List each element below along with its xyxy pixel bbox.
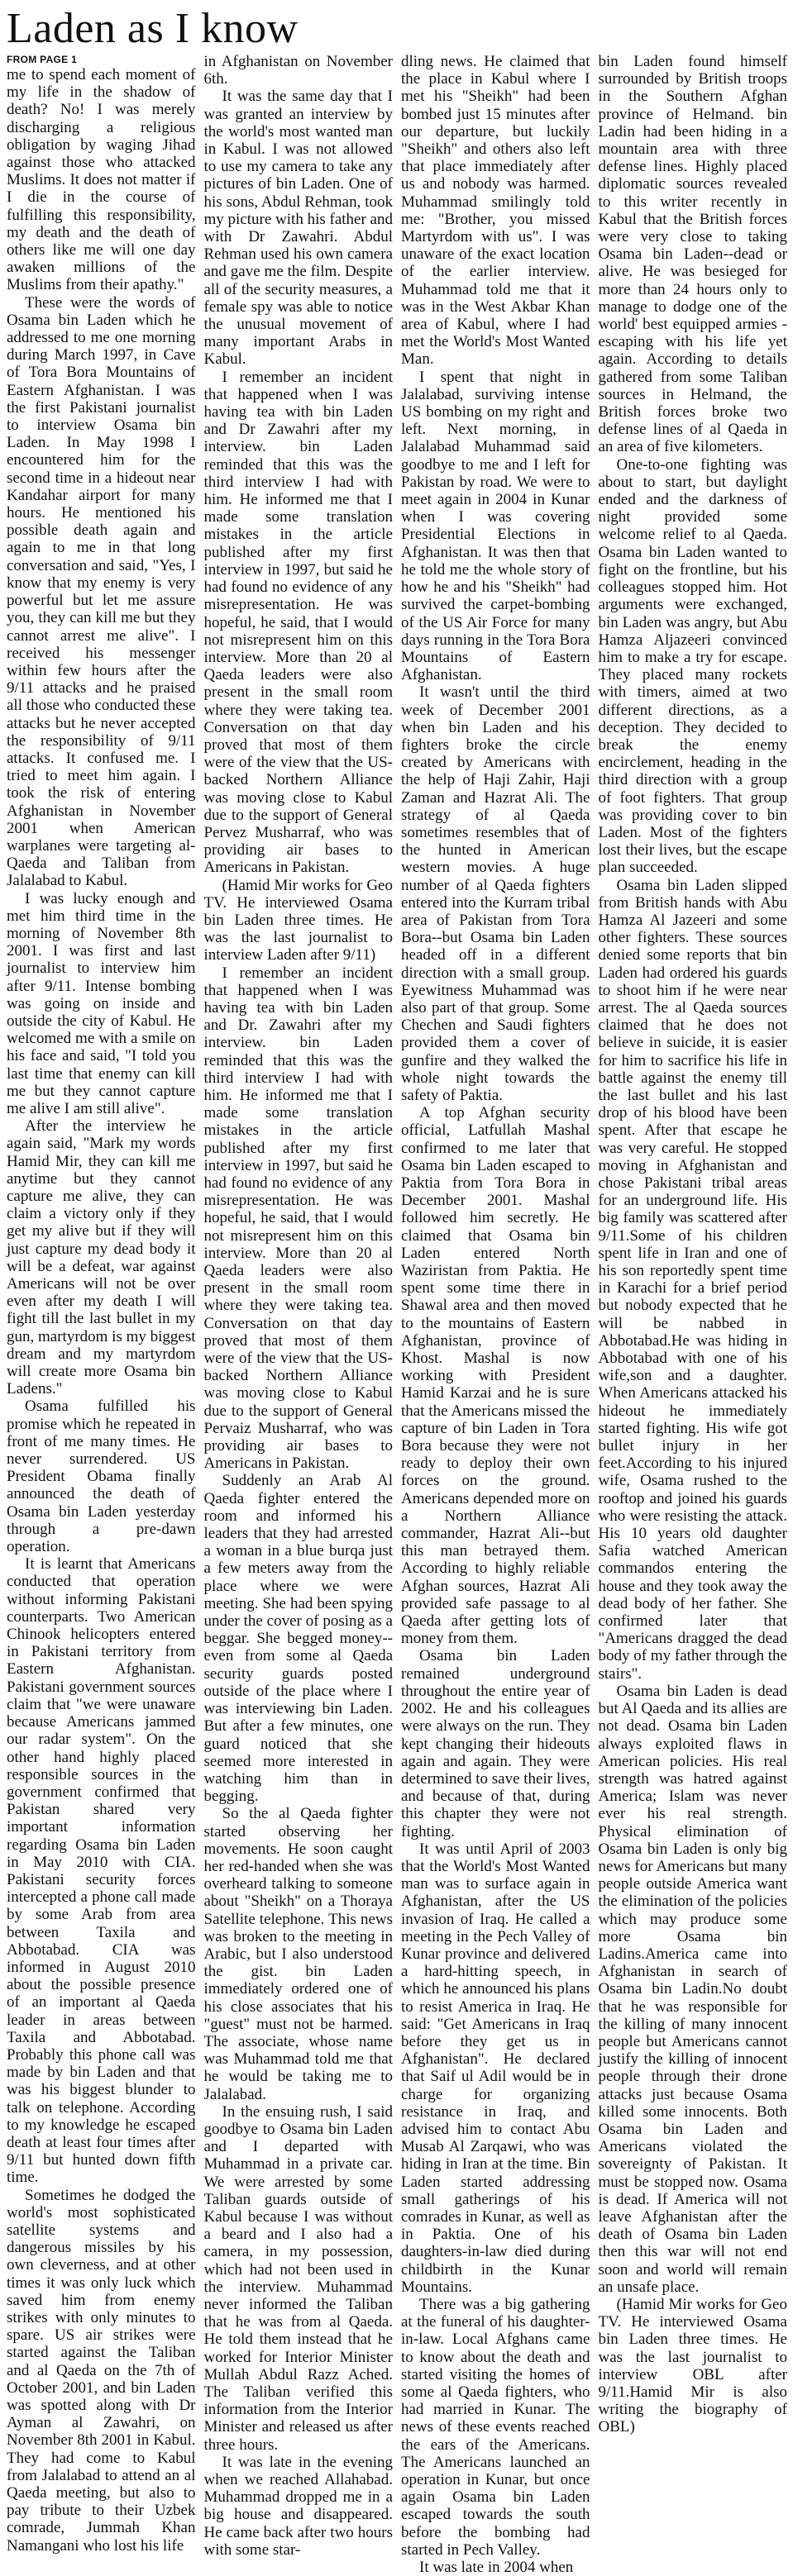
paragraph: It was late in the evening when we reached Allahabad. Muhammad dropped me in a big house and disappeared. He came back after two hours with some star- [203, 2453, 393, 2559]
paragraph: It was until April of 2003 that the World's Most Wanted man was to surface again in Afghanistan, after the US invasion of Iraq. He called a meeting in the Pech Valley of Kunar province and delivered a hard-hitting speech, in which he announced his plans to resist America in Iraq. He said: "Get Americans in Iraq before they get us in Afghanistan". He declared that Saif ul Adil would be in charge for organizing resistance in Iraq, and advised him to contact Abu Musab Al Zarqawi, who was hiding in Iran at the time. Bin Laden started addressing small gatherings of his comrades in Kunar, as well as in Paktia. One of his daughters-in-law died during childbirth in the Kunar Mountains. [401, 1840, 590, 2296]
paragraph: bin Laden found himself surrounded by British troops in the Southern Afghan province of Helmand. bin Ladin had been hiding in a mountain area with three defense lines. Highly placed diplomatic sources revealed to this writer recently in Kabul that the British forces were very close to taking Osama bin Laden--dead or alive. He was besieged for more than 24 hours only to manage to dodge one of the world' best equipped armies - escaping with his life yet again. According to details gathered from some Taliban sources in Helmand, the British forces broke two defense lines of al Qaeda in an area of five kilometers. [598, 53, 787, 456]
paragraph: me to spend each moment of my life in the shadow of death? No! I was merely discharging a religious obligation by waging Jihad against those who attacked Muslims. It does not matter if I die in the course of fulfilling this responsibility, my death and the death of others like me will one day awaken millions of the Muslims from their apathy." [7, 66, 196, 294]
paragraph: Osama bin Laden slipped from British hands with Abu Hamza Al Jazeeri and some other fighters. These sources denied some reports that bin Laden had ordered his guards to shoot him if he were near arrest. The al Qaeda sources claimed that he does not believe in suicide, it is easier for him to sacrifice his life in battle against the enemy till the last bullet and his last drop of his blood have been spent. After that escape he was very careful. He stopped moving in Afghanistan and chose Pakistani tribal areas for an underground life. His big family was scattered after 9/11.Some of his children spent life in Iran and one of his son reportedly spent time in Karachi for a brief period but nobody expected that he will be nabbed in Abbotabad.He was hiding in Abbotabad with one of his wife,son and a daughter. When Americans attacked his hideout he immediately started fighting. His wife got bullet injury in her feet.According to his injured wife, Osama rushed to the rooftop and joined his guards who were resisting the attack. His 10 years old daughter Safia watched American commandos entering the house and they took away the dead body of her father. She confirmed later that "Americans dragged the dead body of my father through the stairs". [598, 876, 787, 1683]
paragraph: It wasn't until the third week of December 2001 when bin Laden and his fighters broke the circle created by Americans with the help of Haji Zahir, Haji Zaman and Hazrat Ali. The strategy of al Qaeda sometimes resembles that of the hunted in American western movies. A huge number of al Qaeda fighters entered into the Kurram tribal area of Pakistan from Tora Bora--but Osama bin Laden headed off in a different direction with a small group. Eyewitness Muhammad was also part of that group. Some Chechen and Saudi fighters provided them a cover of gunfire and they walked the whole night towards the safety of Paktia. [401, 683, 590, 1104]
paragraph: Osama bin Laden remained underground throughout the entire year of 2002. He and his colleagues were always on the run. They kept changing their hideouts again and again. They were determined to save their lives, and because of that, during this chapter they were not fighting. [401, 1647, 590, 1840]
paragraph: So the al Qaeda fighter started observing her movements. He soon caught her red-handed when she was overheard talking to someone about "Sheikh" on a Thoraya Satellite telephone. This news was broken to the meeting in Arabic, but I also understood the gist. bin Laden immediately ordered one of his close associates that his "guest" must not be harmed. The associate, whose name was Muhammad told me that he would be taking me to Jalalabad. [203, 1805, 393, 2103]
paragraph: There was a big gathering at the funeral of his daughter-in-law. Local Afghans came to know about the death and started visiting the homes of some al Qaeda fighters, who had married in Kunar. The news of these events reached the ears of the Americans. The Americans launched an operation in Kunar, but once again Osama bin Laden escaped towards the south before the bombing had started in Pech Valley. [401, 2296, 590, 2559]
paragraph: After the interview he again said, "Mark my words Hamid Mir, they can kill me anytime but they cannot capture me alive, they can claim a victory only if they get my alive but if they will just capture my dead body it will be a defeat, war against Americans will not be over even after my death I will fight till the last bullet in my gun, martyrdom is my biggest dream and my martyrdom will create more Osama bin Ladens." [7, 1117, 196, 1398]
column-1 [7, 53, 196, 2555]
paragraph: Sometimes he dodged the world's most sophisticated satellite systems and dangerous missiles by his own cleverness, and at other times it was only luck which saved him from enemy strikes with only minutes to spare. US air strikes were started against the Taliban and al Qaeda on the 7th of October 2001, and bin Laden was spotted along with Dr Ayman al Zawahri, on November 8th 2001 in Kabul. They had come to Kabul from Jalalabad to attend an al Qaeda meeting, but also to pay tribute to their Uzbek comrade, Jummah Khan Namangani who lost his life [7, 2186, 196, 2555]
paragraph: It was the same day that I was granted an interview by the world's most wanted man in Kabul. I was not allowed to use my camera to take any pictures of bin Laden. One of his sons, Abdul Rehman, took my picture with his father and with Dr Zawahri. Abdul Rehman used his own camera and gave me the film. Despite all of the security measures, a female spy was able to notice the unusual movement of many important Arabs in Kabul. [203, 88, 393, 369]
paragraph: Osama bin Laden is dead but Al Qaeda and its allies are not dead. Osama bin Laden always exploited flaws in American policies. His real strength was hatred against America; Islam was never ever his real strength. Physical elimination of Osama bin Laden is only big news for Americans but many people outside America want the elimination of the policies which may produce some more Osama bin Ladins.America came into Afghanistan in search of Osama bin Ladin.No doubt that he was responsible for the killing of many innocent people but Americans cannot justify the killing of innocent people through their drone attacks just because Osama killed some innocents. Both Osama bin Laden and Americans violated the sovereignty of Pakistan. It must be stopped now. Osama is dead. If America will not leave Afghanistan after the death of Osama bin Laden then this war will not end soon and world will remain an unsafe place. [598, 1682, 787, 2296]
paragraph: in Afghanistan on November 6th. [203, 53, 393, 88]
paragraph: I spent that night in Jalalabad, surviving intense US bombing on my right and left. Next morning, in Jalalabad Muhammad said goodbye to me and I left for Pakistan by road. We were to meet again in 2004 in Kunar when I was covering Presidential Elections in Afghanistan. It was then that he told me the whole story of how he and his "Sheikh" had survived the carpet-bombing of the US Air Force for many days running in the Tora Bora Mountains of Eastern Afghanistan. [401, 368, 590, 684]
paragraph: Osama fulfilled his promise which he repeated in front of me many times. He never surrendered. US President Obama finally announced the death of Osama bin Laden yesterday through a pre-dawn operation. [7, 1398, 196, 1556]
author-bio: (Hamid Mir works for Geo TV. He interviewed Osama bin Laden three times. He was the last journalist to interview OBL after 9/11.Hamid Mir is also writing the biography of OBL) [598, 2296, 787, 2436]
column-3 [401, 53, 590, 2576]
paragraph: I was lucky enough and met him third time in the morning of November 8th 2001. I was first and last journalist to interview him after 9/11. Intense bombing was going on inside and outside the city of Kabul. He welcomed me with a smile on his face and said, "I told you last time that enemy can kill me but they cannot capture me alive I am still alive". [7, 889, 196, 1117]
paragraph: I remember an incident that happened when I was having tea with bin Laden and Dr. Zawahri after my interview. bin Laden reminded that this was the third interview I had with him. He informed me that I made some translation mistakes in the article published after my first interview in 1997, but said he had found no evidence of any misrepresentation. He was hopeful, he said, that I would not misrepresent him on this interview. More than 20 al Qaeda leaders were also present in the small room where they were taking tea. Conversation on that day proved that most of them were of the view that the US-backed Northern Alliance was moving close to Kabul due to the support of General Pervaiz Musharraf, who was providing air bases to Americans in Pakistan. [203, 964, 393, 1473]
column-2 [203, 53, 394, 2559]
paragraph: In the ensuing rush, I said goodbye to Osama bin Laden and I departed with Muhammad in a private car. We were arrested by some Taliban guards outside of Kabul because I was without a beard and I also had a camera, in my possession, which had not been used in the interview. Muhammad never informed the Taliban that he was from al Qaeda. He told them instead that he worked for Interior Minister Mullah Abdul Razz Ached. The Taliban verified this information from the Interior Minister and released us after three hours. [203, 2102, 393, 2454]
paragraph: It is learnt that Americans conducted that operation without informing Pakistani counterparts. Two American Chinook helicopters entered in Pakistani territory from Eastern Afghanistan. Pakistani government sources claim that "we were unaware because Americans jammed our radar system". On the other hand highly placed responsible sources in the government confirmed that Pakistan shared very important information regarding Osama bin Laden in May 2010 with CIA. Pakistani security forces intercepted a phone call made by some Arab from area between Taxila and Abbotabad. CIA was informed in August 2010 about the possible presence of an important al Qaeda leader in areas between Taxila and Abbotabad. Probably this phone call was made by bin Laden and that was his biggest blunder to talk on telephone. According to my knowledge he escaped death at least four times after 9/11 but hunted down fifth time. [7, 1555, 196, 2187]
kicker: FROM PAGE 1 [7, 54, 78, 65]
paragraph: Suddenly an Arab Al Qaeda fighter entered the room and informed his leaders that they had arrested a woman in a blue burqa just a few meters away from the place where we were meeting. She had been spying under the cover of posing as a beggar. She begged money--even from some al Qaeda security guards posted outside of the place where I was interviewing bin Laden. But after a few minutes, one guard noticed that she seemed more interested in watching him than in begging. [203, 1472, 393, 1806]
paragraph: These were the words of Osama bin Laden which he addressed to me one morning during March 1997, in Cave of Tora Bora Mountains of Eastern Afghanistan. I was the first Pakistani journalist to interview Osama bin Laden. In May 1998 I encountered him for the second time in a hideout near Kandahar airport for many hours. He mentioned his possible death again and again to me in that long conversation and said, "Yes, I know that my enemy is very powerful but let me assure you, they can kill me but they cannot arrest me alive". I received his messenger within few hours after the 9/11 attacks and he praised all those who conducted these attacks but he never accepted the responsibility of 9/11 attacks. It confused me. I tried to meet him again. I took the risk of entering Afghanistan in November 2001 when American warplanes were targeting al-Qaeda and Taliban from Jalalabad to Kabul. [7, 293, 196, 890]
headline: Laden as I know [7, 5, 299, 52]
paragraph: One-to-one fighting was about to start, but daylight ended and the darkness of night provided some welcome relief to al Qaeda. Osama bin Laden wanted to fight on the frontline, but his colleagues stopped him. Hot arguments were exchanged, bin Laden was angry, but Abu Hamza Aljazeeri convinced him to make a try for escape. They placed many rockets with timers, aimed at two different directions, as a deception. They decided to break the enemy encirclement, heading in the third direction with a group of foot fighters. That group was providing cover to bin Laden. Most of the fighters lost their lives, but the escape plan succeeded. [598, 455, 787, 877]
author-bio: (Hamid Mir works for Geo TV. He interviewed Osama bin Laden three times. He was the last journalist to interview Laden after 9/11) [203, 876, 393, 964]
column-4 [598, 53, 788, 2436]
article-body [7, 53, 787, 2576]
paragraph: I remember an incident that happened when I was having tea with bin Laden and Dr Zawahri after my interview. bin Laden reminded that this was the third interview I had with him. He informed me that I made some translation mistakes in the article published after my first interview in 1997, but said he had found no evidence of any misrepresentation. He was hopeful, he said, that I would not misrepresent him on this interview. More than 20 al Qaeda leaders were also present in the small room where they were taking tea. Conversation on that day proved that most of them were of the view that the US-backed Northern Alliance was moving close to Kabul due to the support of General Pervez Musharraf, who was providing air bases to Americans in Pakistan. [203, 368, 393, 877]
paragraph: dling news. He claimed that the place in Kabul where I met his "Sheikh" had been bombed just 15 minutes after our departure, but luckily "Sheikh" and others also left that place immediately after us and nobody was harmed. Muhammad smilingly told me: "Brother, you missed Martyrdom with us". I was unaware of the exact location of the earlier interview. Muhammad told me that it was in the West Akbar Khan area of Kabul, where I had met the World's Most Wanted Man. [401, 53, 590, 369]
paragraph: A top Afghan security official, Latfullah Mashal confirmed to me later that Osama bin Laden escaped to Paktia from Tora Bora in December 2001. Mashal followed him secretly. He claimed that Osama bin Laden entered North Waziristan from Paktia. He spent some time there in Shawal area and then moved to the mountains of Eastern Afghanistan, province of Khost. Mashal is now working with President Hamid Karzai and he is sure that the Americans missed the capture of bin Laden in Tora Bora because they were not ready to deploy their own forces on the ground. Americans depended more on a Northern Alliance commander, Hazrat Ali--but this man betrayed them. According to highly reliable Afghan sources, Hazrat Ali provided safe passage to al Qaeda after getting lots of money from them. [401, 1104, 590, 1648]
paragraph: It was late in 2004 when [419, 2559, 574, 2576]
